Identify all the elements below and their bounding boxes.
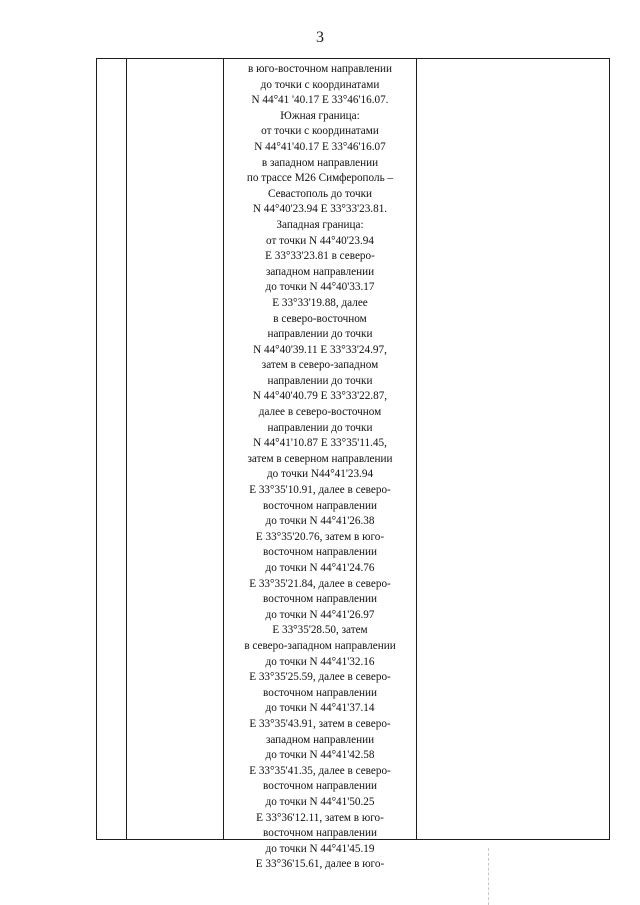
description-line: Западная граница:: [276, 218, 364, 231]
description-line: до точки N 44°41'37.14: [265, 702, 375, 715]
description-line: восточном направлении: [263, 593, 377, 606]
description-line: E 33°33'23.81 в северо-: [265, 250, 375, 263]
description-line: до точки N 44°41'26.97: [265, 608, 375, 621]
description-line: восточном направлении: [263, 546, 377, 559]
description-line: восточном направлении: [263, 780, 377, 793]
boundary-description-table: [96, 58, 610, 871]
column-divider: [126, 59, 127, 839]
description-line: до точки N 44°41'26.38: [265, 515, 375, 528]
description-line: N 44°40'40.79 E 33°33'22.87,: [252, 390, 388, 403]
description-line: направлении до точки: [267, 328, 373, 341]
description-line: восточном направлении: [263, 499, 377, 512]
description-line: от точки N 44°40'23.94: [266, 234, 374, 247]
description-line: до точки N 44°41'24.76: [265, 562, 375, 574]
description-line: E 33°35'10.91, далее в северо-: [249, 484, 391, 497]
description-line: западном направлении: [265, 265, 375, 278]
description-line: в юго-восточном направлении: [247, 63, 393, 75]
description-line: N 44°40'23.94 E 33°33'23.81.: [252, 203, 388, 216]
description-line: затем в северо-западном: [261, 359, 379, 372]
description-line: до точки N 44°41'45.19: [265, 842, 375, 855]
description-line: Южная граница:: [280, 109, 360, 122]
description-line: Севастополь до точки: [267, 187, 373, 200]
description-line: затем в северном направлении: [247, 452, 393, 465]
description-line: E 33°35'43.91, затем в северо-: [249, 717, 391, 730]
description-line: направлении до точки: [267, 421, 373, 434]
description-line: далее в северо-восточном: [258, 406, 382, 419]
description-line: N 44°41'10.87 E 33°35'11.45,: [253, 437, 387, 450]
page-number: 3: [316, 29, 324, 46]
description-line: до точки N 44°41'42.58: [265, 749, 375, 762]
description-line: E 33°35'41.35, далее в северо-: [249, 764, 391, 777]
description-line: до точки N 44°40'33.17: [265, 281, 375, 294]
description-line: E 33°35'28.50, затем: [272, 624, 368, 637]
description-line: E 33°35'21.84, далее в северо-: [249, 577, 391, 590]
description-line: до точки N44°41'23.94: [266, 468, 374, 481]
boundary-description-cell: [230, 62, 410, 873]
description-line: восточном направлении: [263, 827, 377, 840]
description-line: N 44°40'39.11 E 33°33'24.97,: [253, 343, 387, 356]
scan-artifact-line: [488, 848, 489, 905]
description-line: E 33°33'19.88, далее: [272, 296, 368, 309]
description-line: E 33°36'15.61, далее в юго-: [255, 858, 385, 871]
description-line: до точки с координатами: [260, 78, 380, 91]
description-line: в западном направлении: [261, 156, 379, 169]
description-line: E 33°35'20.76, затем в юго-: [255, 530, 385, 543]
description-line: в северо-восточном: [273, 312, 367, 325]
description-line: от точки с координатами: [261, 125, 379, 138]
description-line: в северо-западном направлении: [244, 639, 396, 652]
description-line: восточном направлении: [263, 686, 377, 699]
description-line: E 33°35'25.59, далее в северо-: [249, 671, 391, 684]
description-line: N 44°41'40.17 E 33°46'16.07: [254, 140, 386, 153]
description-line: до точки N 44°41'32.16: [265, 655, 375, 668]
description-line: до точки N 44°41'50.25: [265, 795, 375, 808]
description-line: N 44°41 '40.17 E 33°46'16.07.: [251, 94, 389, 107]
column-divider: [416, 59, 417, 839]
description-line: направлении до точки: [267, 374, 373, 387]
description-line: по трассе М26 Симферополь –: [246, 172, 394, 185]
column-divider: [223, 59, 224, 839]
description-line: западном направлении: [265, 733, 375, 746]
description-line: E 33°36'12.11, затем в юго-: [256, 811, 384, 824]
